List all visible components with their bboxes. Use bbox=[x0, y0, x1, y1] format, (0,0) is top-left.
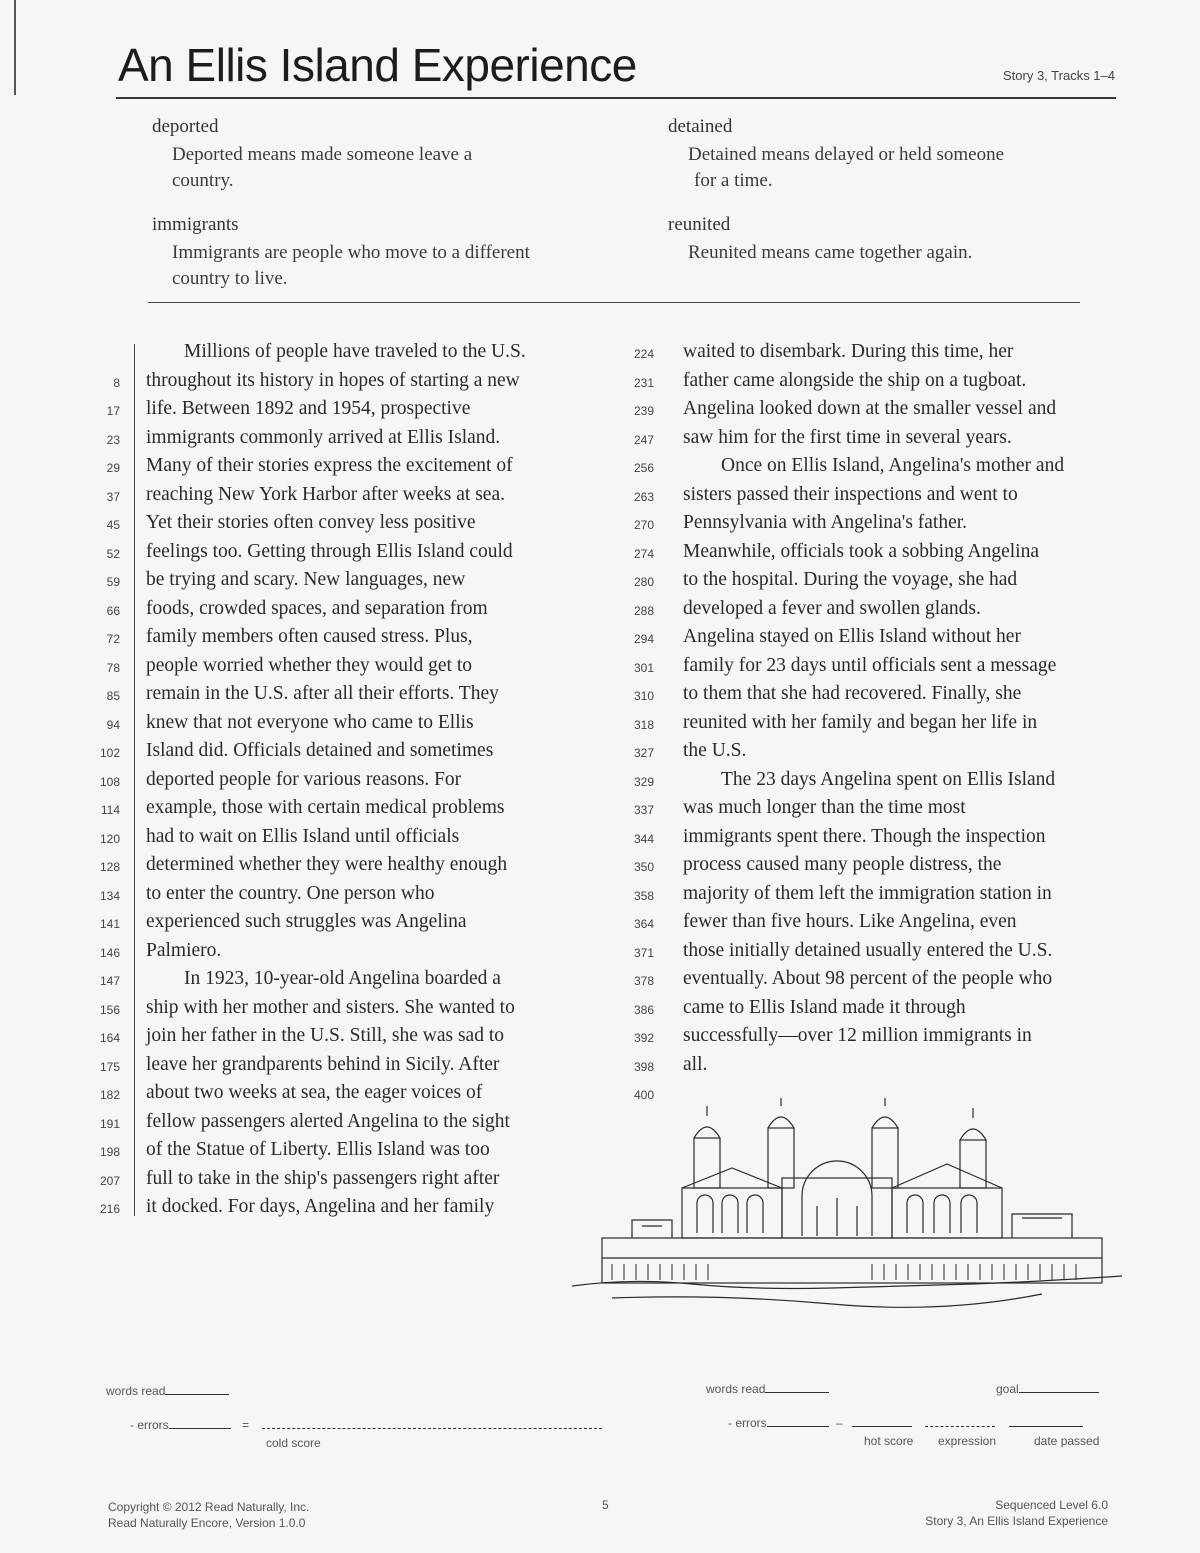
word-count: 141 bbox=[99, 917, 120, 931]
vocab-word: immigrants bbox=[152, 214, 239, 235]
story-line: to them that she had recovered. Finally, she bbox=[683, 683, 1022, 704]
story-line: be trying and scary. New languages, new bbox=[146, 569, 466, 590]
errors-label: - errors bbox=[130, 1418, 169, 1432]
story-line: feelings too. Getting through Ellis Island could bbox=[146, 540, 513, 562]
vocab-entry-immigrants bbox=[152, 214, 612, 292]
word-count: 175 bbox=[99, 1059, 120, 1074]
word-count: 120 bbox=[99, 831, 120, 846]
story-line: Once on Ellis Island, Angelina's mother and bbox=[721, 455, 1065, 476]
vocab-entry-detained bbox=[668, 116, 1088, 194]
left-story-column bbox=[146, 338, 526, 1222]
word-count: 128 bbox=[99, 860, 120, 874]
word-count: 156 bbox=[99, 1002, 120, 1017]
definition-line: Immigrants are people who move to a different bbox=[172, 242, 530, 263]
cold-score-blank[interactable] bbox=[262, 1428, 602, 1429]
story-line: process caused many people distress, the bbox=[683, 854, 1002, 875]
story-line: was much longer than the time most bbox=[683, 797, 966, 818]
story-line: saw him for the first time in several years. bbox=[683, 426, 1012, 448]
vocab-definition bbox=[688, 142, 1088, 194]
word-count: 263 bbox=[633, 489, 654, 504]
story-line: foods, crowded spaces, and separation from bbox=[146, 597, 488, 619]
word-count: 310 bbox=[633, 689, 654, 703]
word-count: 134 bbox=[99, 888, 120, 903]
copyright-line: Copyright © 2012 Read Naturally, Inc. bbox=[108, 1500, 310, 1514]
cold-errors bbox=[130, 1418, 602, 1432]
story-line: immigrants commonly arrived at Ellis Island. bbox=[146, 426, 501, 448]
story-line: Meanwhile, officials took a sobbing Angelina bbox=[683, 540, 1039, 562]
story-line: majority of them left the immigration station in bbox=[683, 882, 1052, 904]
word-count: 337 bbox=[633, 803, 654, 817]
vocab-entry-reunited bbox=[668, 214, 1088, 266]
edition-line: Read Naturally Encore, Version 1.0.0 bbox=[108, 1516, 306, 1530]
vocab-definition bbox=[172, 240, 612, 292]
cold-score-label: cold score bbox=[266, 1436, 321, 1450]
word-count: 66 bbox=[106, 603, 120, 618]
date-passed-label: date passed bbox=[1034, 1434, 1100, 1448]
expression-label: expression bbox=[938, 1434, 997, 1448]
column-bar bbox=[134, 344, 135, 1216]
date-passed-blank[interactable] bbox=[1009, 1426, 1083, 1427]
words-read-label: words read bbox=[706, 1382, 766, 1396]
story-line: determined whether they were healthy enough bbox=[146, 854, 508, 875]
word-count: 191 bbox=[99, 1116, 120, 1131]
word-count bbox=[86, 340, 120, 369]
expression-blank[interactable] bbox=[925, 1426, 995, 1427]
errors-label: - errors bbox=[728, 1416, 767, 1430]
word-count: 350 bbox=[633, 860, 654, 874]
word-count: 398 bbox=[633, 1059, 654, 1074]
story-line: father came alongside the ship on a tugboat. bbox=[683, 369, 1027, 391]
story-line: Many of their stories express the excitement of bbox=[146, 455, 513, 476]
story-line: Story 3, An Ellis Island Experience bbox=[925, 1514, 1108, 1528]
story-tag: Story 3, Tracks 1–4 bbox=[1003, 68, 1115, 83]
word-count: 23 bbox=[106, 432, 120, 447]
word-count: 59 bbox=[106, 575, 120, 589]
definition-line: Deported means made someone leave a bbox=[172, 144, 473, 165]
word-count: 108 bbox=[99, 774, 120, 789]
word-count: 288 bbox=[633, 603, 654, 618]
story-line: deported people for various reasons. For bbox=[146, 768, 462, 790]
word-count: 392 bbox=[633, 1031, 654, 1045]
title-divider bbox=[116, 97, 1116, 99]
story-line: about two weeks at sea, the eager voices of bbox=[146, 1082, 483, 1103]
errors-blank[interactable] bbox=[767, 1426, 829, 1427]
story-line: waited to disembark. During this time, her bbox=[683, 341, 1014, 362]
vocab-word: reunited bbox=[668, 214, 731, 235]
hot-errors: - errors ‒ bbox=[728, 1416, 1083, 1430]
hot-words-read bbox=[706, 1382, 829, 1396]
word-count: 72 bbox=[106, 632, 120, 646]
vocab-word: deported bbox=[152, 116, 219, 137]
word-count: 102 bbox=[99, 746, 120, 760]
story-line: life. Between 1892 and 1954, prospective bbox=[146, 398, 471, 419]
story-line: leave her grandparents behind in Sicily. After bbox=[146, 1053, 500, 1075]
story-line: join her father in the U.S. Still, she was sad to bbox=[146, 1025, 504, 1046]
story-line: those initially detained usually entered the U.S. bbox=[683, 939, 1053, 961]
word-count: 318 bbox=[633, 717, 654, 732]
story-line: Yet their stories often convey less positive bbox=[146, 512, 476, 533]
errors-blank[interactable] bbox=[169, 1428, 231, 1429]
word-count: 52 bbox=[106, 546, 120, 561]
word-count: 270 bbox=[633, 518, 654, 532]
hot-score-label: hot score bbox=[864, 1434, 914, 1448]
story-line: family for 23 days until officials sent a message bbox=[683, 654, 1057, 676]
story-line: immigrants spent there. Though the inspection bbox=[683, 825, 1046, 847]
story-line: Island did. Officials detained and sometimes bbox=[146, 740, 494, 761]
word-count: 216 bbox=[99, 1202, 120, 1216]
word-count: 114 bbox=[100, 803, 120, 817]
word-count: 274 bbox=[633, 546, 654, 561]
story-line: the U.S. bbox=[683, 740, 747, 761]
page-title: An Ellis Island Experience bbox=[118, 39, 637, 91]
story-line: experienced such struggles was Angelina bbox=[146, 911, 467, 932]
word-count: 344 bbox=[633, 831, 654, 846]
word-count: 207 bbox=[99, 1173, 120, 1188]
goal-field bbox=[996, 1382, 1099, 1396]
story-line: full to take in the ship's passengers right after bbox=[146, 1167, 500, 1189]
story-line: knew that not everyone who came to Ellis bbox=[146, 711, 474, 733]
word-count: 17 bbox=[106, 404, 120, 418]
story-line: family members often caused stress. Plus, bbox=[146, 626, 473, 647]
goal-label: goal bbox=[996, 1382, 1019, 1396]
word-count: 146 bbox=[99, 945, 120, 960]
level-line: Sequenced Level 6.0 bbox=[995, 1498, 1108, 1512]
word-count: 329 bbox=[633, 774, 654, 789]
story-line: successfully—over 12 million immigrants in bbox=[683, 1025, 1032, 1046]
word-count: 364 bbox=[633, 917, 654, 931]
story-line: Angelina looked down at the smaller vessel and bbox=[683, 398, 1057, 419]
word-count: 247 bbox=[633, 432, 654, 447]
word-count: 8 bbox=[113, 375, 120, 390]
word-count: 78 bbox=[106, 660, 120, 675]
story-line: all. bbox=[683, 1053, 708, 1075]
vocab-divider bbox=[148, 302, 1080, 303]
story-line: of the Statue of Liberty. Ellis Island was too bbox=[146, 1139, 490, 1160]
vocab-word: detained bbox=[668, 116, 733, 137]
word-count: 29 bbox=[106, 461, 120, 475]
story-line: sisters passed their inspections and went to bbox=[683, 483, 1018, 505]
word-count: 224 bbox=[633, 347, 654, 361]
story-line: In 1923, 10-year-old Angelina boarded a bbox=[184, 968, 501, 989]
story-line: developed a fever and swollen glands. bbox=[683, 597, 981, 619]
word-count: 358 bbox=[633, 888, 654, 903]
definition-line: Reunited means came together again. bbox=[688, 242, 973, 263]
word-count: 327 bbox=[633, 746, 654, 760]
words-read-blank[interactable] bbox=[765, 1392, 829, 1393]
story-line: to enter the country. One person who bbox=[146, 882, 435, 904]
word-count: 45 bbox=[106, 518, 120, 532]
word-count: 386 bbox=[633, 1002, 654, 1017]
definition-line: Detained means delayed or held someone bbox=[688, 144, 1005, 165]
ellis-island-building-illustration bbox=[572, 1098, 1122, 1338]
word-count: 400 bbox=[633, 1088, 654, 1102]
word-count: 378 bbox=[633, 974, 654, 988]
story-line: example, those with certain medical problems bbox=[146, 797, 505, 818]
story-line: The 23 days Angelina spent on Ellis Island bbox=[721, 768, 1056, 790]
story-line: to the hospital. During the voyage, she had bbox=[683, 569, 1018, 590]
right-word-counts bbox=[620, 340, 654, 1110]
story-line: Angelina stayed on Ellis Island without her bbox=[683, 626, 1021, 647]
story-line: came to Ellis Island made it through bbox=[683, 996, 966, 1018]
story-line: it docked. For days, Angelina and her family bbox=[146, 1196, 495, 1217]
story-line: people worried whether they would get to bbox=[146, 654, 472, 676]
story-line: fellow passengers alerted Angelina to the sight bbox=[146, 1110, 510, 1132]
word-count: 37 bbox=[106, 489, 120, 504]
story-line: remain in the U.S. after all their efforts. They bbox=[146, 683, 499, 704]
story-line: reaching New York Harbor after weeks at sea. bbox=[146, 483, 505, 505]
story-line: ship with her mother and sisters. She wanted to bbox=[146, 996, 515, 1018]
hot-score-blank[interactable] bbox=[852, 1426, 912, 1427]
word-count: 371 bbox=[633, 945, 654, 960]
word-count: 239 bbox=[633, 404, 654, 418]
word-count: 182 bbox=[99, 1088, 120, 1102]
story-line: reunited with her family and began her life in bbox=[683, 711, 1038, 733]
vocab-definition bbox=[172, 142, 572, 194]
story-line: Pennsylvania with Angelina's father. bbox=[683, 512, 968, 533]
left-word-counts bbox=[86, 340, 120, 1224]
word-count: 198 bbox=[99, 1145, 120, 1159]
story-line: fewer than five hours. Like Angelina, even bbox=[683, 911, 1017, 932]
word-count: 256 bbox=[633, 461, 654, 475]
word-count: 280 bbox=[633, 575, 654, 589]
words-read-blank[interactable] bbox=[165, 1394, 229, 1395]
vocab-entry-deported bbox=[152, 116, 572, 194]
page-number: 5 bbox=[602, 1498, 609, 1512]
definition-line: country to live. bbox=[172, 268, 288, 289]
goal-blank[interactable] bbox=[1019, 1392, 1099, 1393]
definition-line: for a time. bbox=[694, 170, 773, 191]
binding-mark bbox=[14, 0, 16, 95]
word-count: 85 bbox=[106, 689, 120, 703]
story-line: Palmiero. bbox=[146, 939, 222, 961]
words-read-label: words read bbox=[106, 1384, 166, 1398]
equals-sign: = bbox=[242, 1418, 250, 1432]
word-count: 147 bbox=[99, 974, 120, 988]
vocab-definition bbox=[688, 240, 1088, 266]
cold-words-read bbox=[106, 1384, 229, 1398]
right-story-column bbox=[683, 338, 1064, 1108]
word-count: 301 bbox=[633, 660, 654, 675]
word-count: 294 bbox=[633, 632, 654, 646]
word-count: 94 bbox=[106, 717, 120, 732]
word-count: 231 bbox=[633, 375, 654, 390]
definition-line: country. bbox=[172, 170, 234, 191]
word-count: 164 bbox=[99, 1031, 120, 1045]
story-line: had to wait on Ellis Island until officials bbox=[146, 825, 460, 847]
story-line: throughout its history in hopes of starting a new bbox=[146, 369, 520, 391]
story-line: eventually. About 98 percent of the people who bbox=[683, 968, 1053, 989]
story-line: Millions of people have traveled to the U.S. bbox=[184, 341, 526, 362]
